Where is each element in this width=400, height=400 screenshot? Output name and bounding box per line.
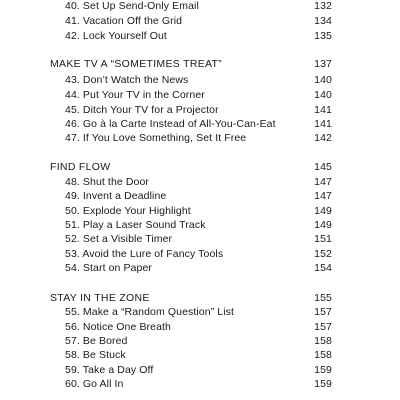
toc-section-title: FIND FLOW [50,161,111,173]
toc-entry-page-number: 132 [314,0,332,12]
toc-entry-title: 56. Notice One Breath [65,321,171,333]
toc-entry-title: 48. Shut the Door [65,176,150,188]
toc-entry-title: 42. Lock Yourself Out [65,30,167,42]
toc-entry-title: 57. Be Bored [65,335,128,347]
toc-entry-page-number: 141 [314,104,332,116]
toc-section-title: MAKE TV A “SOMETIMES TREAT” [50,58,223,70]
toc-entry [0,260,400,277]
toc-entry-page-number: 142 [314,132,332,144]
toc-entry-page-number: 147 [314,190,332,202]
toc-entry-title: 41. Vacation Off the Grid [65,15,183,27]
toc-entry-title: 59. Take a Day Off [65,364,154,376]
toc-entry-title: 40. Set Up Send-Only Email [65,0,199,12]
toc-section-title: STAY IN THE ZONE [50,292,150,304]
toc-entry-title: 46. Go à la Carte Instead of All-You-Can-Eat [65,118,276,130]
toc-entry-title: 52. Set a Visible Timer [65,233,173,245]
toc-entry [0,130,400,147]
toc-entry-page-number: 141 [314,118,332,130]
toc-entry-page-number: 158 [314,349,332,361]
toc-entry-title: 58. Be Stuck [65,349,126,361]
toc-entry-title: 45. Ditch Your TV for a Projector [65,104,219,116]
toc-entry-title: 55. Make a “Random Question” List [65,306,235,318]
toc-entry-title: 53. Avoid the Lure of Fancy Tools [65,248,224,260]
toc-entry-title: 49. Invent a Deadline [65,190,167,202]
toc-entry-page-number: 151 [314,233,332,245]
toc-entry-page-number: 140 [314,89,332,101]
toc-section-page-number: 137 [314,58,332,70]
toc-entry-page-number: 157 [314,321,332,333]
toc-entry-page-number: 154 [314,262,332,274]
toc-entry-page-number: 157 [314,306,332,318]
toc-entry-page-number: 158 [314,335,332,347]
toc-entry-page-number: 135 [314,30,332,42]
toc-entry-page-number: 147 [314,176,332,188]
toc-entry-title: 47. If You Love Something, Set It Free [65,132,247,144]
toc-entry-page-number: 152 [314,248,332,260]
toc-entry [0,28,400,45]
toc-entry [0,376,400,393]
toc-section-page-number: 145 [314,161,332,173]
toc-entry-page-number: 149 [314,205,332,217]
toc-entry-title: 51. Play a Laser Sound Track [65,219,206,231]
toc-entry-title: 43. Don’t Watch the News [65,74,189,86]
toc-entry-title: 50. Explode Your Highlight [65,205,191,217]
toc-entry-page-number: 159 [314,378,332,390]
toc-section-heading [0,56,400,73]
toc-section-page-number: 155 [314,292,332,304]
toc-entry-page-number: 134 [314,15,332,27]
toc-entry-title: 44. Put Your TV in the Corner [65,89,205,101]
toc-entry-page-number: 159 [314,364,332,376]
toc-entry-page-number: 149 [314,219,332,231]
toc-entry-title: 54. Start on Paper [65,262,153,274]
toc-entry-title: 60. Go All In [65,378,124,390]
toc-entry-page-number: 140 [314,74,332,86]
